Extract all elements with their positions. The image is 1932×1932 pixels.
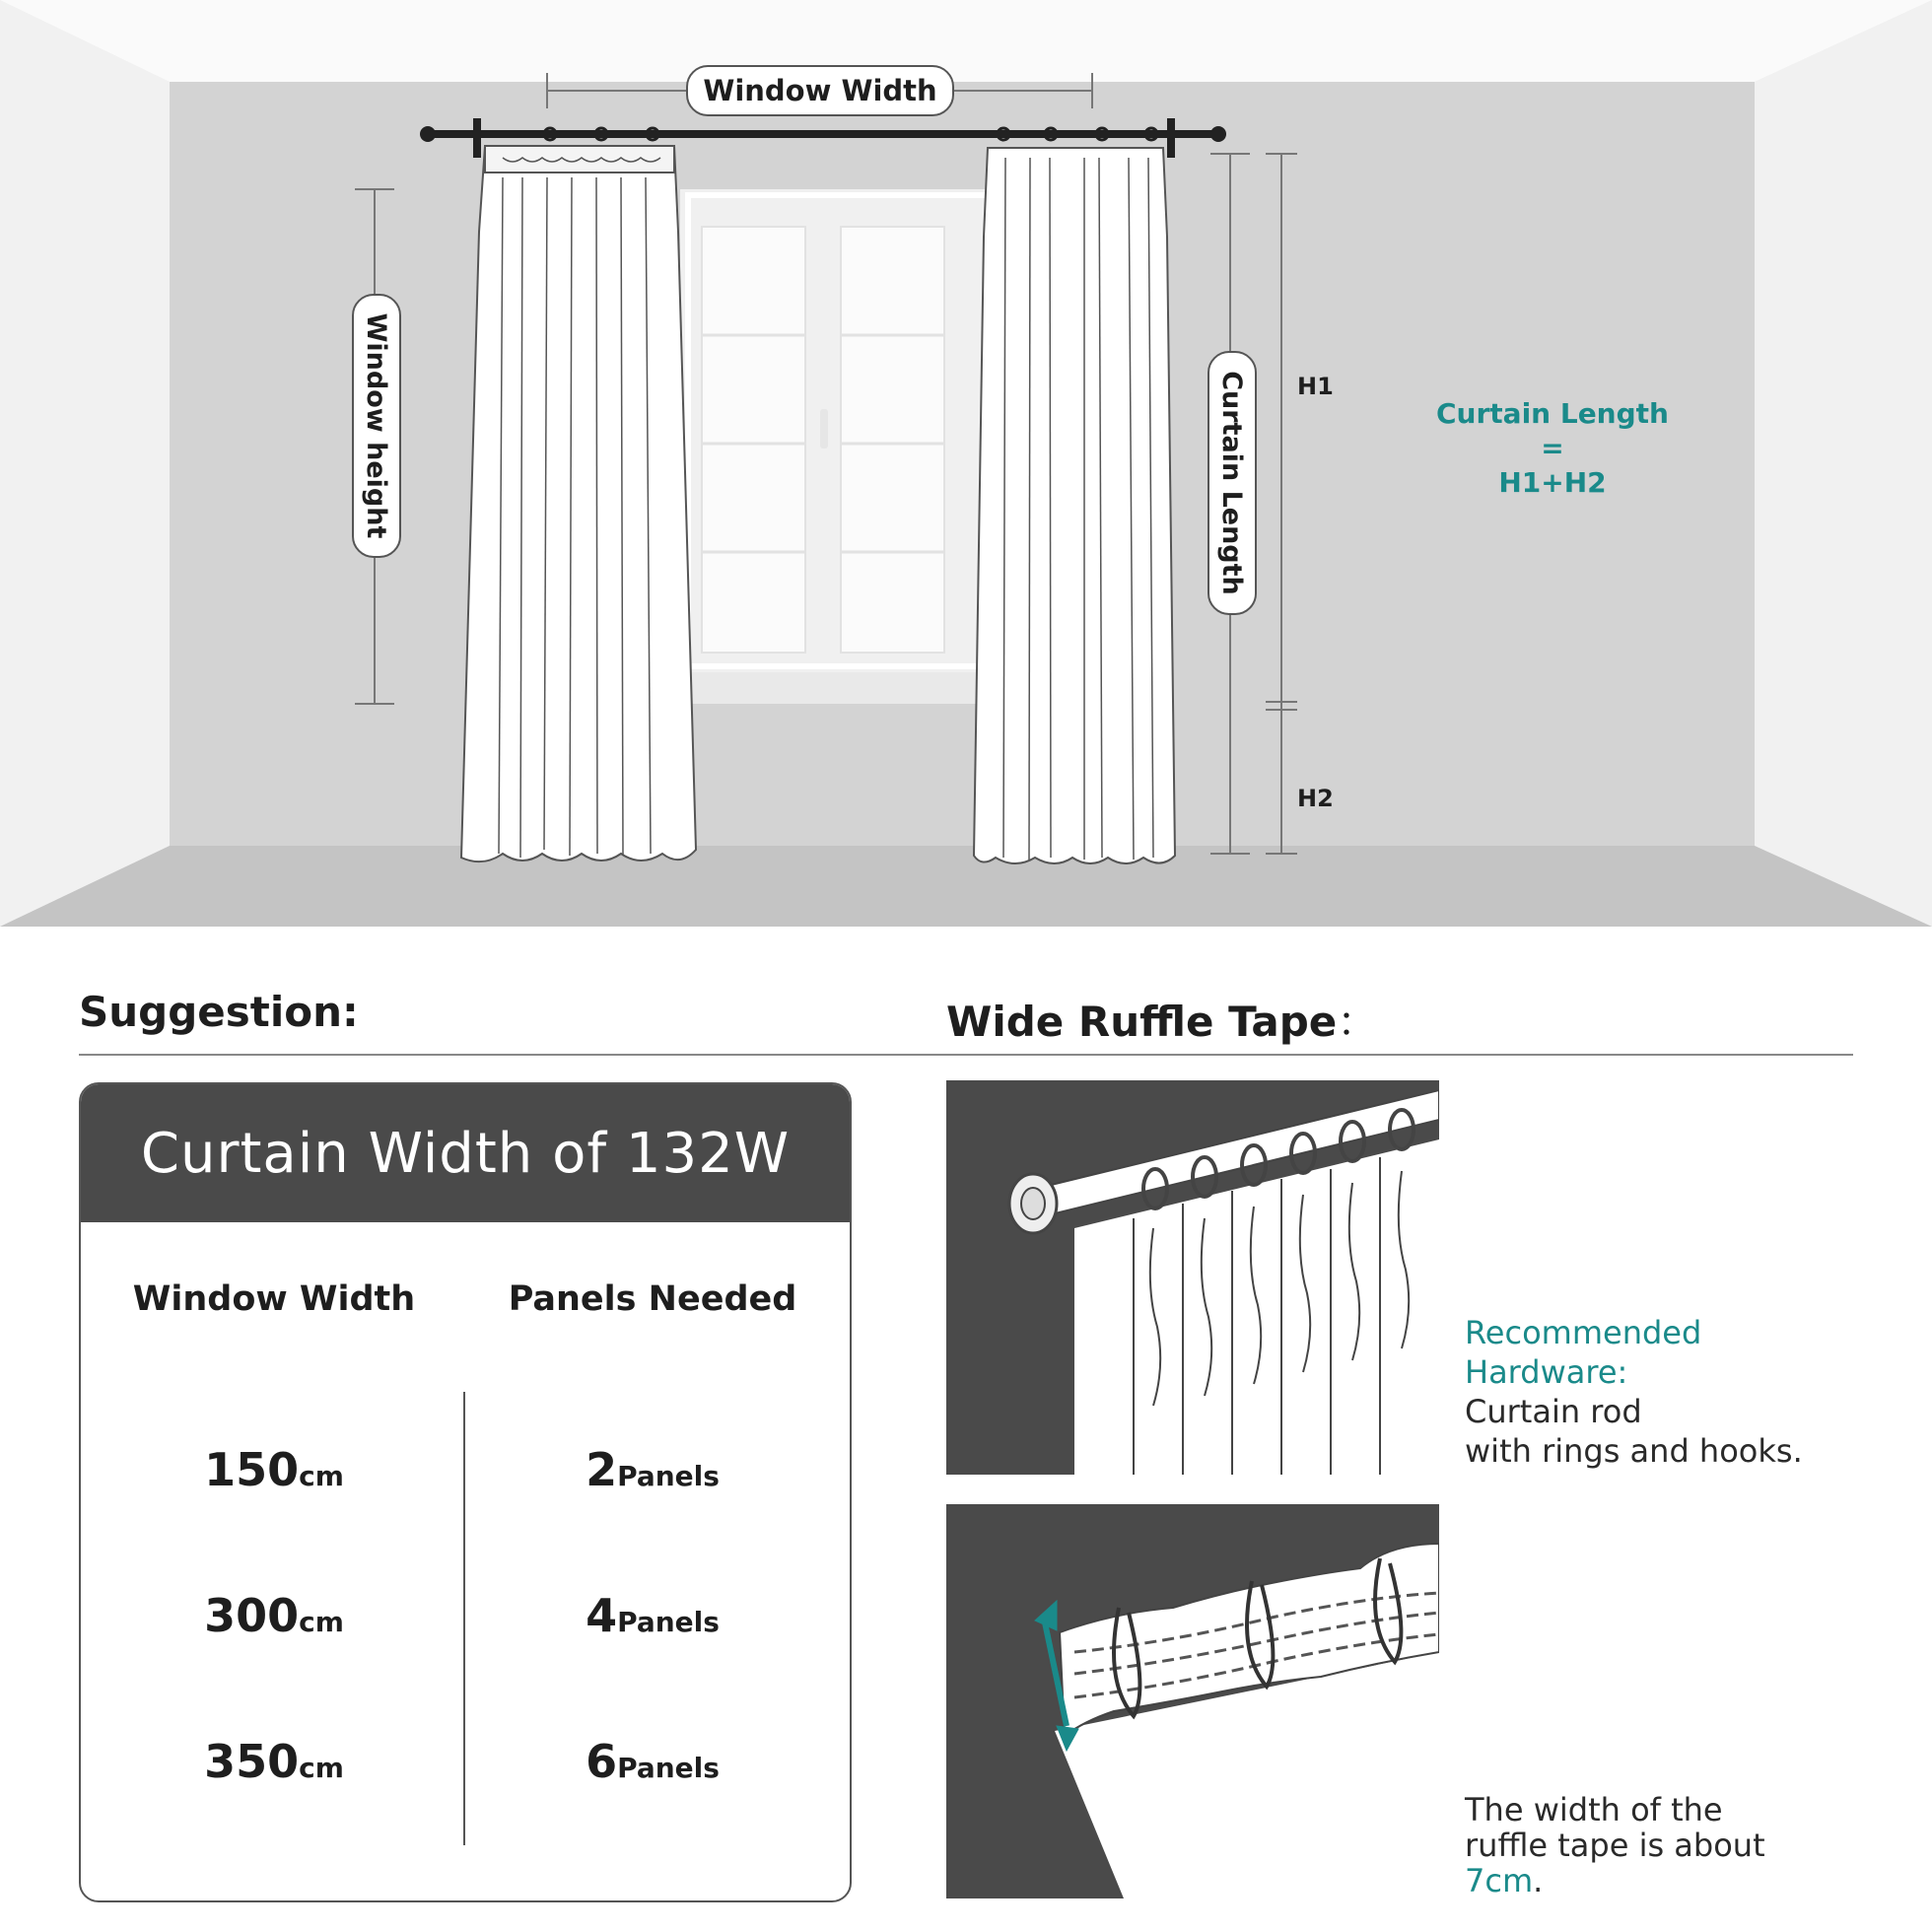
formula-line-3: H1+H2 (1498, 466, 1607, 499)
hardware-label-1: Recommended (1465, 1314, 1702, 1351)
tape-width-note (1465, 1792, 1765, 1898)
formula-line-2: = (1541, 432, 1564, 464)
table-row-3-width: 350cm (204, 1735, 344, 1788)
ruffle-tape-illustration (946, 1504, 1439, 1898)
curtain-length-label: Curtain Length (1208, 351, 1257, 615)
right-curtain (974, 148, 1175, 863)
col-header-window-width: Window Width (132, 1279, 416, 1319)
suggestion-divider (79, 1054, 946, 1056)
hardware-text-1: Curtain rod (1465, 1393, 1642, 1430)
left-curtain (461, 146, 696, 862)
table-row-1-width: 150cm (204, 1443, 344, 1496)
hardware-note (1465, 1313, 1803, 1471)
h1-label: H1 (1297, 373, 1334, 400)
tape-width-value: 7cm (1465, 1862, 1534, 1899)
col-header-panels-needed: Panels Needed (508, 1279, 797, 1319)
table-row-2-width: 300cm (204, 1589, 344, 1642)
hardware-text-2: with rings and hooks. (1465, 1432, 1803, 1470)
hardware-label-2: Hardware: (1465, 1353, 1628, 1391)
curtain-width-table (79, 1082, 852, 1902)
table-row-3-panels: 6Panels (586, 1735, 720, 1788)
ruffle-tape-drawing (946, 1504, 1439, 1898)
formula-line-1: Curtain Length (1436, 397, 1669, 430)
window (680, 189, 996, 704)
tape-text-3: 7cm. (1465, 1862, 1544, 1899)
window-height-label: Window height (352, 294, 401, 558)
ruffle-divider (946, 1054, 1853, 1056)
tape-text-2: ruffle tape is about (1465, 1827, 1765, 1864)
column-divider (463, 1392, 465, 1845)
tape-text-1: The width of the (1465, 1791, 1723, 1828)
floor (0, 846, 1932, 927)
table-row-1-panels: 2Panels (586, 1443, 720, 1496)
h2-label: H2 (1297, 785, 1334, 812)
table-title: Curtain Width of 132W (81, 1084, 850, 1222)
hardware-illustration (946, 1080, 1439, 1475)
ruffle-tape-title: Wide Ruffle Tape： (946, 998, 1379, 1046)
curtain-length-formula (1419, 396, 1686, 500)
window-width-label: Window Width (686, 65, 954, 116)
rod-rings-hooks-drawing (946, 1080, 1439, 1475)
suggestion-title: Suggestion: (79, 988, 359, 1036)
table-row-2-panels: 4Panels (586, 1589, 720, 1642)
